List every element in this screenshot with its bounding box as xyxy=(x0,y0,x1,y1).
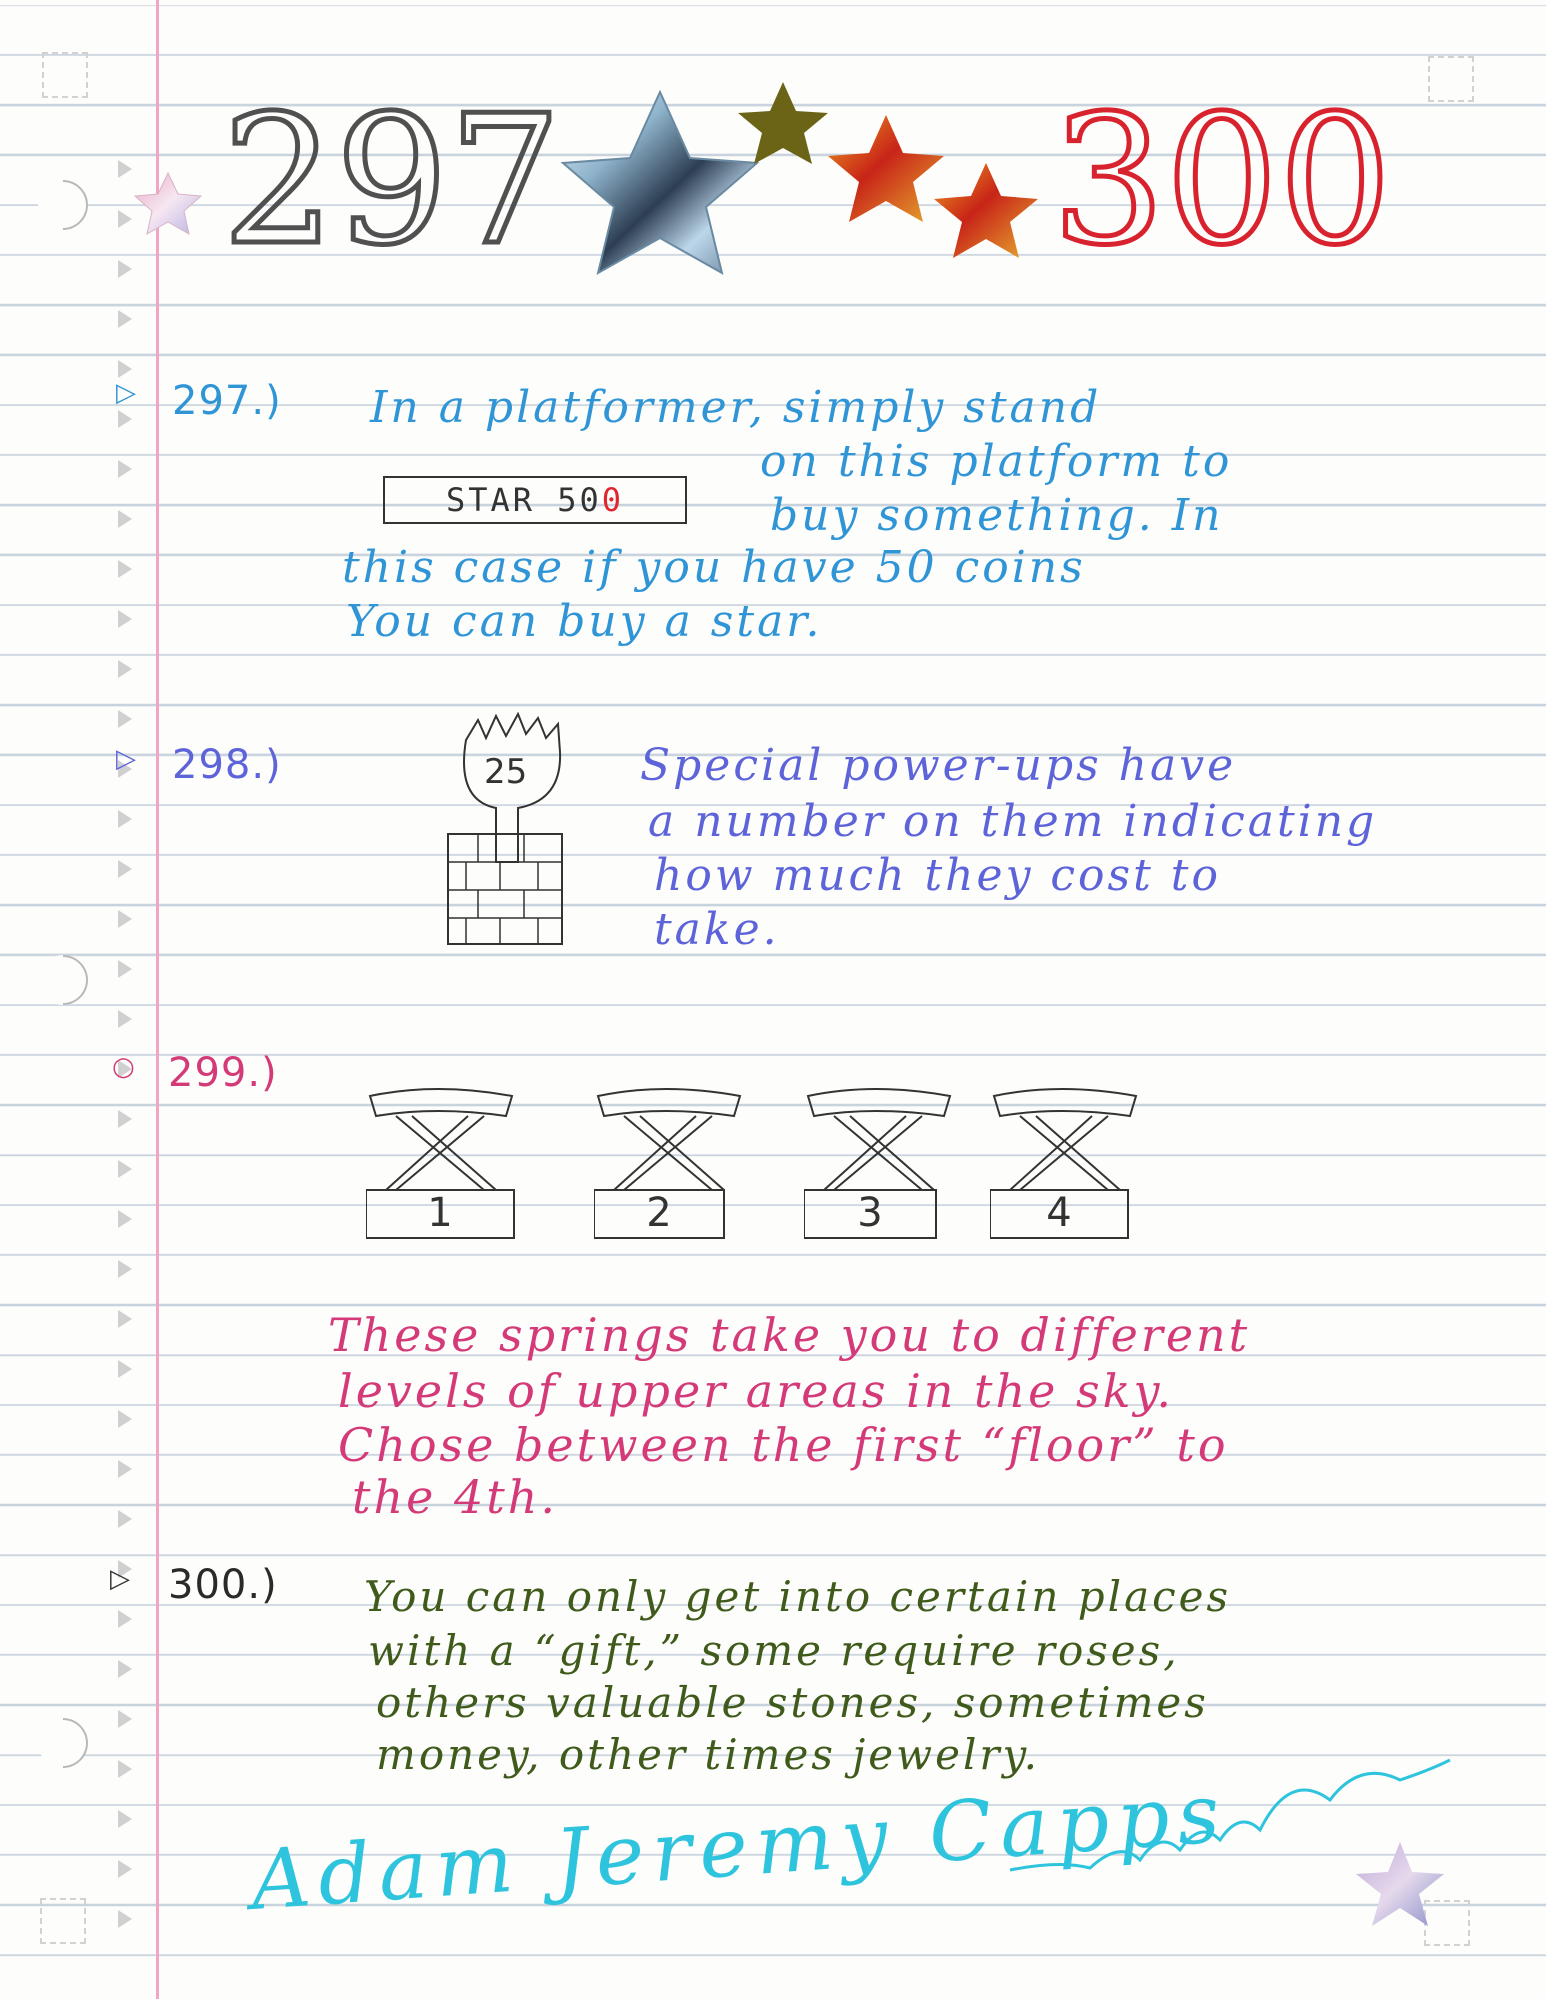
entry-line: levels of upper areas in the sky. xyxy=(338,1364,1174,1418)
header-stickers xyxy=(0,0,1546,300)
entry-number: 297.) xyxy=(172,378,282,424)
triangle-marker-icon xyxy=(118,1360,132,1378)
entry-line: this case if you have 50 coins xyxy=(342,542,1086,593)
power-up-cost: 25 xyxy=(484,752,528,792)
star-sticker-icon xyxy=(1350,1836,1450,1936)
triangle-marker-icon xyxy=(118,710,132,728)
corner-mark xyxy=(40,1898,86,1944)
bullet-icon: ▷ xyxy=(110,1564,130,1594)
triangle-marker-icon xyxy=(118,1410,132,1428)
triangle-marker-icon xyxy=(118,1510,132,1528)
entry-number: 299.) xyxy=(168,1050,278,1096)
power-up-drawing xyxy=(438,712,588,952)
entry-line: Special power-ups have xyxy=(640,740,1237,791)
punch-hole-icon xyxy=(28,1708,99,1779)
star-sticker-icon xyxy=(563,92,757,273)
entry-line: take. xyxy=(654,904,780,955)
triangle-marker-icon xyxy=(118,960,132,978)
entry-line: Chose between the first “floor” to xyxy=(338,1418,1229,1472)
triangle-marker-icon xyxy=(118,1210,132,1228)
triangle-marker-icon xyxy=(118,1860,132,1878)
triangle-marker-icon xyxy=(118,1710,132,1728)
entry-number: 298.) xyxy=(172,742,282,788)
bullet-icon: ▷ xyxy=(116,378,136,408)
triangle-marker-icon xyxy=(118,1660,132,1678)
bullet-icon: ▷ xyxy=(116,744,136,774)
spring-level-label: 4 xyxy=(1046,1190,1072,1236)
entry-line: money, other times jewelry. xyxy=(376,1730,1040,1779)
entry-line: a number on them indicating xyxy=(648,796,1378,847)
star-sticker-icon xyxy=(738,82,828,164)
entry-number: 300.) xyxy=(168,1562,278,1608)
spring-drawing xyxy=(594,1086,744,1250)
entry-line: These springs take you to different xyxy=(328,1308,1251,1362)
entry-line: with a “gift,” some require roses, xyxy=(368,1626,1180,1675)
range-end: 300 xyxy=(1052,77,1392,284)
triangle-marker-icon xyxy=(118,910,132,928)
triangle-marker-icon xyxy=(118,610,132,628)
triangle-marker-icon xyxy=(118,1760,132,1778)
triangle-marker-icon xyxy=(118,860,132,878)
triangle-marker-icon xyxy=(118,1910,132,1928)
triangle-marker-icon xyxy=(118,510,132,528)
spring-drawing xyxy=(804,1086,954,1250)
star-sticker-icon xyxy=(135,173,201,234)
entry-line: You can buy a star. xyxy=(346,596,823,647)
spring-level-label: 3 xyxy=(857,1190,883,1236)
triangle-marker-icon xyxy=(118,1310,132,1328)
bullet-icon: ○ xyxy=(112,1052,135,1082)
entry-line: You can only get into certain places xyxy=(364,1572,1232,1621)
signature: Adam Jeremy Capps xyxy=(247,1765,1231,1930)
sign-text: STAR 50 xyxy=(445,481,602,519)
sign-coin-zero: 0 xyxy=(601,481,625,519)
spring-drawing xyxy=(990,1086,1140,1250)
entry-line: others valuable stones, sometimes xyxy=(376,1678,1209,1727)
entry-line: buy something. In xyxy=(770,490,1224,541)
triangle-marker-icon xyxy=(118,1160,132,1178)
triangle-marker-icon xyxy=(118,660,132,678)
triangle-marker-icon xyxy=(118,410,132,428)
triangle-marker-icon xyxy=(118,1110,132,1128)
entry-line: the 4th. xyxy=(352,1470,558,1524)
shop-platform-sign xyxy=(383,476,687,524)
punch-hole-icon xyxy=(28,945,99,1016)
star-sticker-icon xyxy=(828,115,944,222)
spring-level-label: 1 xyxy=(427,1190,453,1236)
range-start: 297 xyxy=(222,77,562,284)
entry-line: on this platform to xyxy=(760,436,1233,487)
triangle-marker-icon xyxy=(118,460,132,478)
spring-drawing xyxy=(366,1086,516,1250)
entry-line: how much they cost to xyxy=(654,850,1221,901)
triangle-marker-icon xyxy=(118,1610,132,1628)
triangle-marker-icon xyxy=(118,1810,132,1828)
triangle-marker-icon xyxy=(118,310,132,328)
triangle-marker-icon xyxy=(118,1460,132,1478)
spring-level-label: 2 xyxy=(646,1190,672,1236)
triangle-marker-icon xyxy=(118,810,132,828)
triangle-marker-icon xyxy=(118,1010,132,1028)
entry-line: In a platformer, simply stand xyxy=(370,382,1102,433)
star-sticker-icon xyxy=(934,163,1038,258)
triangle-marker-icon xyxy=(118,360,132,378)
triangle-marker-icon xyxy=(118,560,132,578)
triangle-marker-icon xyxy=(118,1260,132,1278)
